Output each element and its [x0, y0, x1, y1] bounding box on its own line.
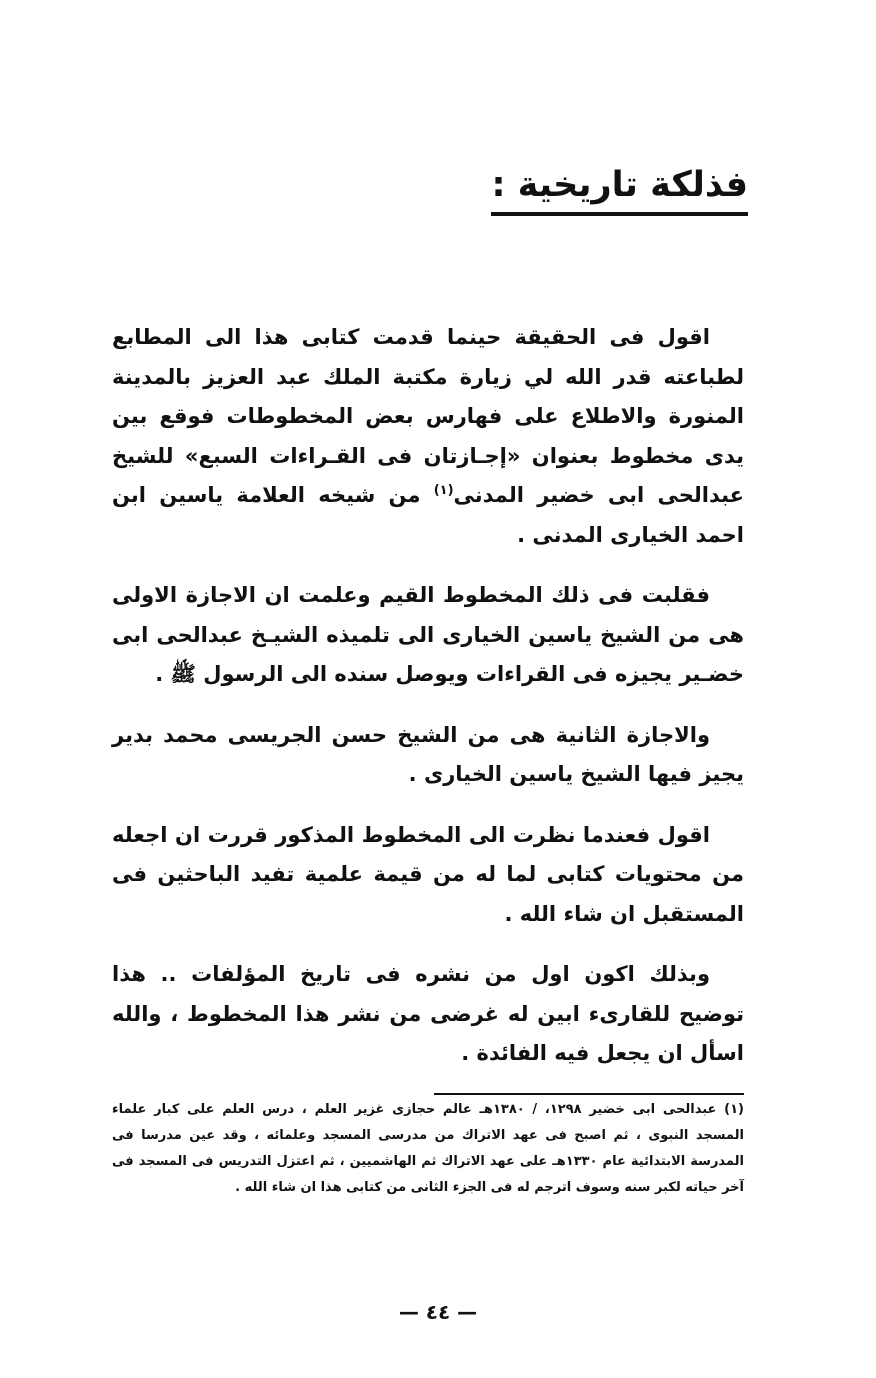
footnote-divider — [434, 1093, 744, 1095]
paragraph-1-text: اقول فى الحقيقة حينما قدمت كتابى هذا الى المطابع لطباعته قدر الله لي زيارة مكتبة الملك عبد العزيز بالمدينة المنورة والاطلاع على فهارس بعض المخطوطات فوقع بين يدى مخطوط بعنوان «إجـازتان فى القـراءات السبع» للشيخ عبدالحى ابى خضير المدنى — [112, 325, 744, 507]
footnote: (١) عبدالحى ابى خضير ١٢٩٨، / ١٣٨٠هـ عالم حجازى غزير العلم ، درس العلم على كبار علماء المسجد النبوى ، ثم اصبح فى عهد الاتراك من مدرسى المسجد وعلمائه ، وقد عين مدرسا فى المدرسة الابتدائية عام ١٣٣٠هـ على عهد الاتراك ثم الهاشميين ، ثم اعتزل التدريس فى المسجد فى آخر حياته لكبر سنه وسوف اترجم له فى الجزء الثانى من كتابى هذا ان شاء الله . — [112, 1102, 744, 1195]
section-heading: فذلكة تاريخية : — [491, 162, 748, 216]
paragraph-1-text-end: من شيخه العلامة ياسين ابن احمد الخيارى المدنى . — [112, 483, 744, 547]
footnote-marker: (١) — [433, 483, 454, 498]
page-number: — ٤٤ — — [398, 1300, 478, 1324]
paragraph-5: وبذلك اكون اول من نشره فى تاريخ المؤلفات .. هذا توضيح للقارىء ابين له غرضى من نشر هذا المخطوط ، والله اسأل ان يجعل فيه الفائدة . — [112, 962, 744, 1065]
paragraph-2: فقلبت فى ذلك المخطوط القيم وعلمت ان الاجازة الاولى هى من الشيخ ياسين الخيارى الى تلميذه الشيـخ عبدالحى ابى خضـير يجيزه فى القراءات ويوصل سنده الى الرسول ﷺ . — [112, 583, 744, 686]
paragraph-4: اقول فعندما نظرت الى المخطوط المذكور قررت ان اجعله من محتويات كتابى لما له من قيمة علمية تفيد الباحثين فى المستقبل ان شاء الله . — [112, 822, 744, 926]
paragraph-1 — [112, 318, 744, 555]
body-text — [112, 318, 744, 1095]
paragraph-3: والاجازة الثانية هى من الشيخ حسن الجريسى محمد بدير يجيز فيها الشيخ ياسين الخيارى . — [112, 722, 744, 786]
